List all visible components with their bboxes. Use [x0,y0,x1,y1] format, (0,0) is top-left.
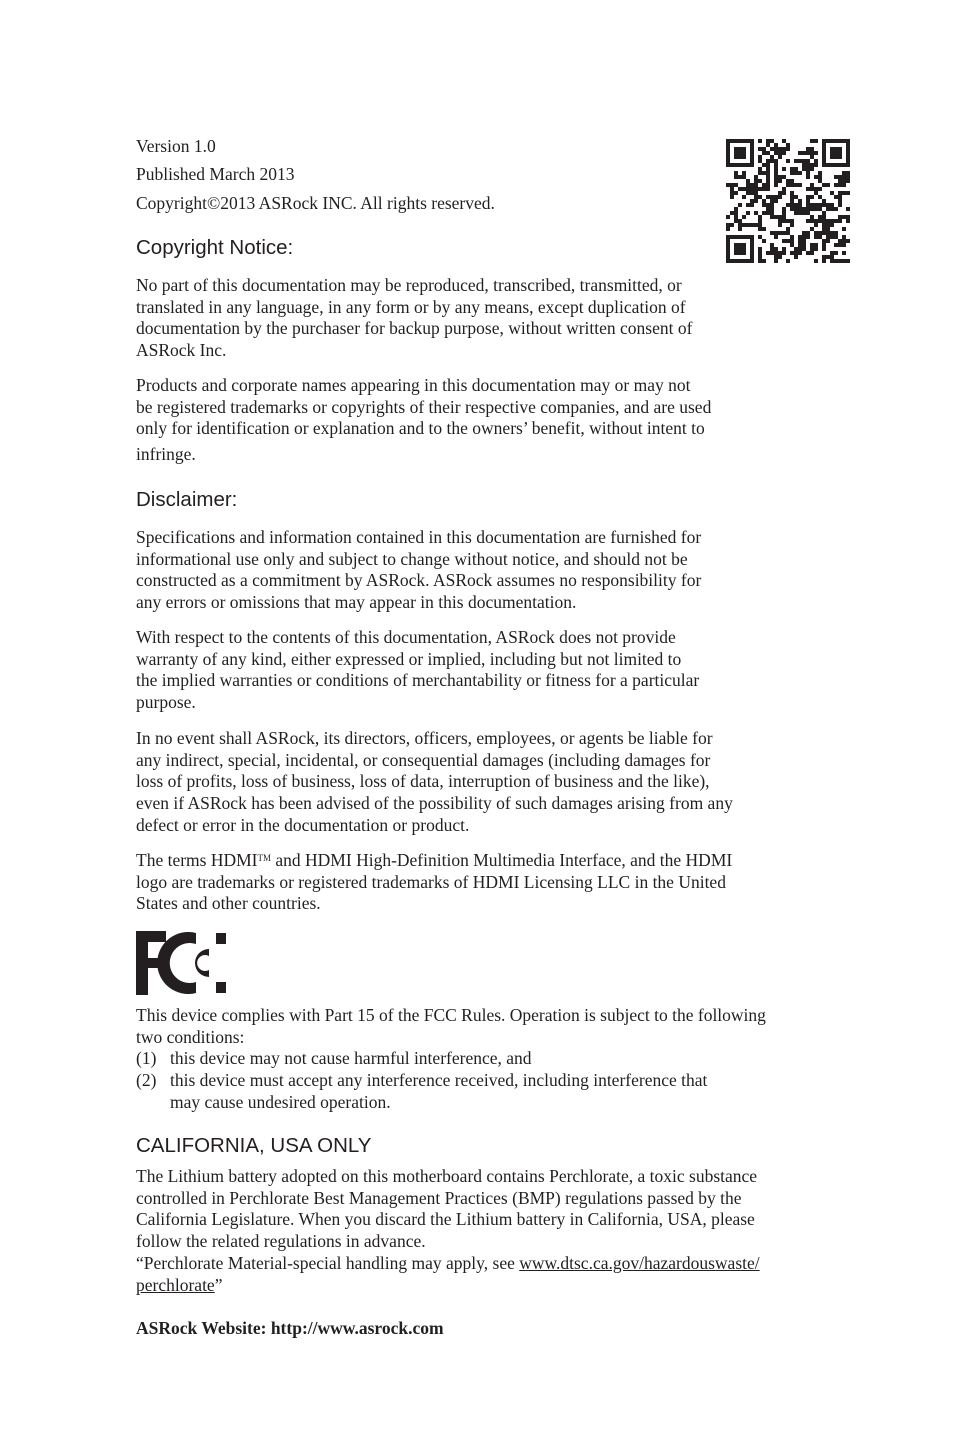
version-text: Version 1.0 [136,136,216,156]
text-line: The Lithium battery adopted on this motherboard contains Perchlorate, a toxic substance [136,1166,758,1186]
fcc-condition-2 [136,1070,856,1113]
text-line: the implied warranties or conditions of merchantability or fitness for a particular [136,670,700,691]
text-line [136,1253,856,1275]
hdmi-trademark-paragraph [136,850,848,915]
text-line: With respect to the contents of this documentation, ASRock does not provide [136,627,676,647]
text-line: this device must accept any interference received, including interference that [170,1070,708,1091]
fcc-logo [136,931,226,997]
perchlorate-link-continued[interactable]: perchlorate [136,1274,215,1295]
text-line: informational use only and subject to change without notice, and should not be [136,548,688,569]
text-line: be registered trademarks or copyrights of their respective companies, and are used [136,396,712,417]
list-text: this device may not cause harmful interference, and [170,1048,532,1069]
text-line: even if ASRock has been advised of the possibility of such damages arising from any [136,793,733,814]
text-line: translated in any language, in any form or by any means, except duplication of [136,296,686,317]
text-line: constructed as a commitment by ASRock. ASRock assumes no responsibility for [136,570,702,591]
copyright-paragraph-1 [136,275,848,362]
disclaimer-heading: Disclaimer: [136,488,238,511]
text-line: documentation by the purchaser for backup purpose, without written consent of [136,318,693,339]
california-heading: CALIFORNIA, USA ONLY [136,1134,372,1157]
text-line [136,1275,856,1297]
disclaimer-paragraph-3 [136,728,848,837]
text-line: follow the related regulations in advance. [136,1231,426,1252]
disclaimer-paragraph-2 [136,627,848,714]
text-line: California Legislature. When you discard the Lithium battery in California, USA, please [136,1209,755,1230]
california-paragraph [136,1166,856,1296]
text-line: Products and corporate names appearing in this documentation may or may not [136,375,691,395]
quote-text: “Perchlorate Material-special handling may apply, see [136,1252,520,1273]
text-line: controlled in Perchlorate Best Management Practices (BMP) regulations passed by the [136,1187,742,1208]
copyright-paragraph-2 [136,375,848,466]
text-line [136,850,848,872]
text-line: infringe. [136,444,196,465]
published-date: Published March 2013 [136,164,295,184]
list-number: (2) [136,1070,157,1091]
copyright-line: Copyright©2013 ASRock INC. All rights reserved. [136,193,495,213]
text-line: only for identification or explanation and to the owners’ benefit, without intent to [136,418,705,439]
hdmi-text: The terms HDMI [136,850,258,870]
hdmi-text: and HDMI High-Definition Multimedia Interface, and the HDMI [271,850,733,870]
text-line: loss of profits, loss of business, loss of data, interruption of business and the like), [136,771,710,792]
quote-text: ” [214,1274,223,1295]
list-number: (1) [136,1048,157,1069]
list-text [170,1070,707,1113]
text-line: defect or error in the documentation or product. [136,814,470,835]
text-line: ASRock Inc. [136,340,227,361]
text-line: logo are trademarks or registered trademarks of HDMI Licensing LLC in the United [136,871,726,892]
text-line: warranty of any kind, either expressed or implied, including but not limited to [136,648,682,669]
trademark-superscript: TM [257,853,272,863]
text-line: may cause undesired operation. [170,1091,391,1112]
text-line: This device complies with Part 15 of the FCC Rules. Operation is subject to the following [136,1005,766,1025]
fcc-statement [136,1005,856,1114]
text-line: Specifications and information contained in this documentation are furnished for [136,527,702,547]
text-line: two conditions: [136,1026,245,1047]
asrock-website: ASRock Website: http://www.asrock.com [136,1318,444,1338]
copyright-notice-heading: Copyright Notice: [136,236,294,259]
qr-code-icon [726,139,850,263]
perchlorate-link[interactable]: www.dtsc.ca.gov/hazardouswaste/ [519,1252,760,1273]
text-line: No part of this documentation may be reproduced, transcribed, transmitted, or [136,275,682,295]
fcc-condition-1 [136,1048,856,1070]
text-line: States and other countries. [136,893,321,914]
disclaimer-paragraph-1 [136,527,848,614]
text-line: any errors or omissions that may appear in this documentation. [136,592,577,613]
text-line: purpose. [136,692,196,713]
text-line: any indirect, special, incidental, or consequential damages (including damages for [136,749,711,770]
text-line: In no event shall ASRock, its directors, officers, employees, or agents be liable for [136,728,713,748]
